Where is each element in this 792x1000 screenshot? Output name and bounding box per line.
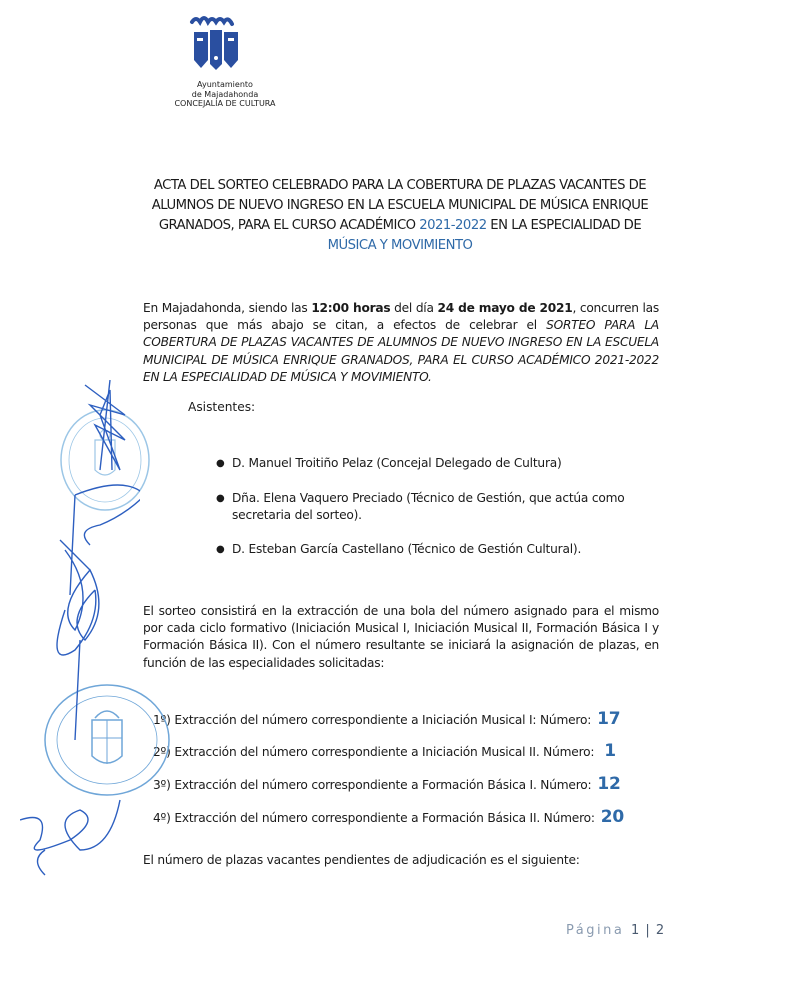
- extraction-label: 1º) Extracción del número correspondiente a Iniciación Musical I: Número:: [153, 713, 592, 727]
- intro-text-3: , concurren las personas que más abajo se citan, a efectos de celebrar el: [143, 301, 659, 333]
- bullet-icon: ●: [216, 544, 225, 555]
- logo-caption: [170, 80, 280, 109]
- title-part-1: ACTA DEL SORTEO CELEBRADO PARA LA COBERTURA DE PLAZAS VACANTES DE ALUMNOS DE NUEVO INGRESO EN LA ESCUELA MUNICIPAL DE MÚSICA ENRIQUE GRANADOS, PARA EL CURSO ACADÉMICO: [151, 178, 649, 233]
- page-word: Página: [566, 923, 625, 938]
- logo-line-3: CONCEJALÍA DE CULTURA: [174, 99, 276, 108]
- extraction-number: 1: [604, 741, 616, 761]
- page-number: [566, 923, 665, 938]
- bullet-icon: ●: [216, 493, 225, 504]
- extraction-row: [153, 774, 621, 794]
- attendee-name: D. Manuel Troitiño Pelaz (Concejal Delegado de Cultura): [232, 456, 562, 470]
- extraction-label: 2º) Extracción del número correspondiente a Iniciación Musical II. Número:: [153, 745, 595, 759]
- signature-icon: [20, 380, 140, 880]
- attendee-name: Dña. Elena Vaquero Preciado (Técnico de Gestión, que actúa como secretaria del sorteo).: [232, 491, 625, 522]
- document-title: [130, 176, 670, 256]
- majadahonda-coat-icon: [180, 8, 270, 74]
- title-part-2: EN LA ESPECIALIDAD DE: [486, 218, 642, 233]
- intro-time: 12:00 horas: [311, 301, 391, 315]
- extraction-number: 12: [597, 774, 621, 794]
- title-year: 2021-2022: [419, 218, 487, 233]
- vacancies-intro: El número de plazas vacantes pendientes de adjudicación es el siguiente:: [143, 853, 580, 867]
- bullet-icon: ●: [216, 458, 225, 469]
- attendees-label: Asistentes:: [188, 400, 256, 414]
- extraction-number: 20: [600, 807, 625, 827]
- logo-line-1: Ayuntamiento: [197, 80, 253, 89]
- intro-text-1: En Majadahonda, siendo las: [143, 301, 312, 315]
- intro-paragraph: [143, 300, 659, 386]
- attendee-item: [216, 541, 662, 558]
- extraction-label: 4º) Extracción del número correspondiente a Formación Básica II. Número:: [153, 811, 595, 825]
- intro-italic: SORTEO PARA LA COBERTURA DE PLAZAS VACANTES DE ALUMNOS DE NUEVO INGRESO EN LA ESCUELA MUNICIPAL DE MÚSICA ENRIQUE GRANADOS, PARA EL CURSO ACADÉMICO 2021-2022 EN LA ESPECIALIDAD DE MÚSICA Y MOVIMIENTO.: [143, 318, 660, 384]
- extraction-row: [153, 741, 616, 761]
- page-count: 1 | 2: [630, 923, 666, 938]
- municipal-logo: [170, 8, 280, 74]
- attendee-item: [216, 490, 662, 524]
- procedure-paragraph: El sorteo consistirá en la extracción de una bola del número asignado para el mismo por cada ciclo formativo (Iniciación Musical I, Iniciación Musical II, Formación Básica I y Formación Básica II). Con el número resultante se iniciará la asignación de plazas, en función de las especialidades solicitadas:: [143, 604, 659, 670]
- title-specialty: MÚSICA Y MOVIMIENTO: [327, 238, 473, 253]
- extraction-label: 3º) Extracción del número correspondiente a Formación Básica I. Número:: [153, 778, 592, 792]
- extraction-row: [153, 709, 620, 729]
- logo-line-2: de Majadahonda: [191, 89, 259, 99]
- intro-date: 24 de mayo de 2021: [437, 301, 573, 315]
- extraction-row: [153, 807, 624, 827]
- extraction-number: 17: [597, 709, 621, 729]
- attendee-name: D. Esteban García Castellano (Técnico de Gestión Cultural).: [232, 542, 582, 556]
- intro-text-2: del día: [390, 301, 438, 315]
- attendee-item: [216, 455, 662, 472]
